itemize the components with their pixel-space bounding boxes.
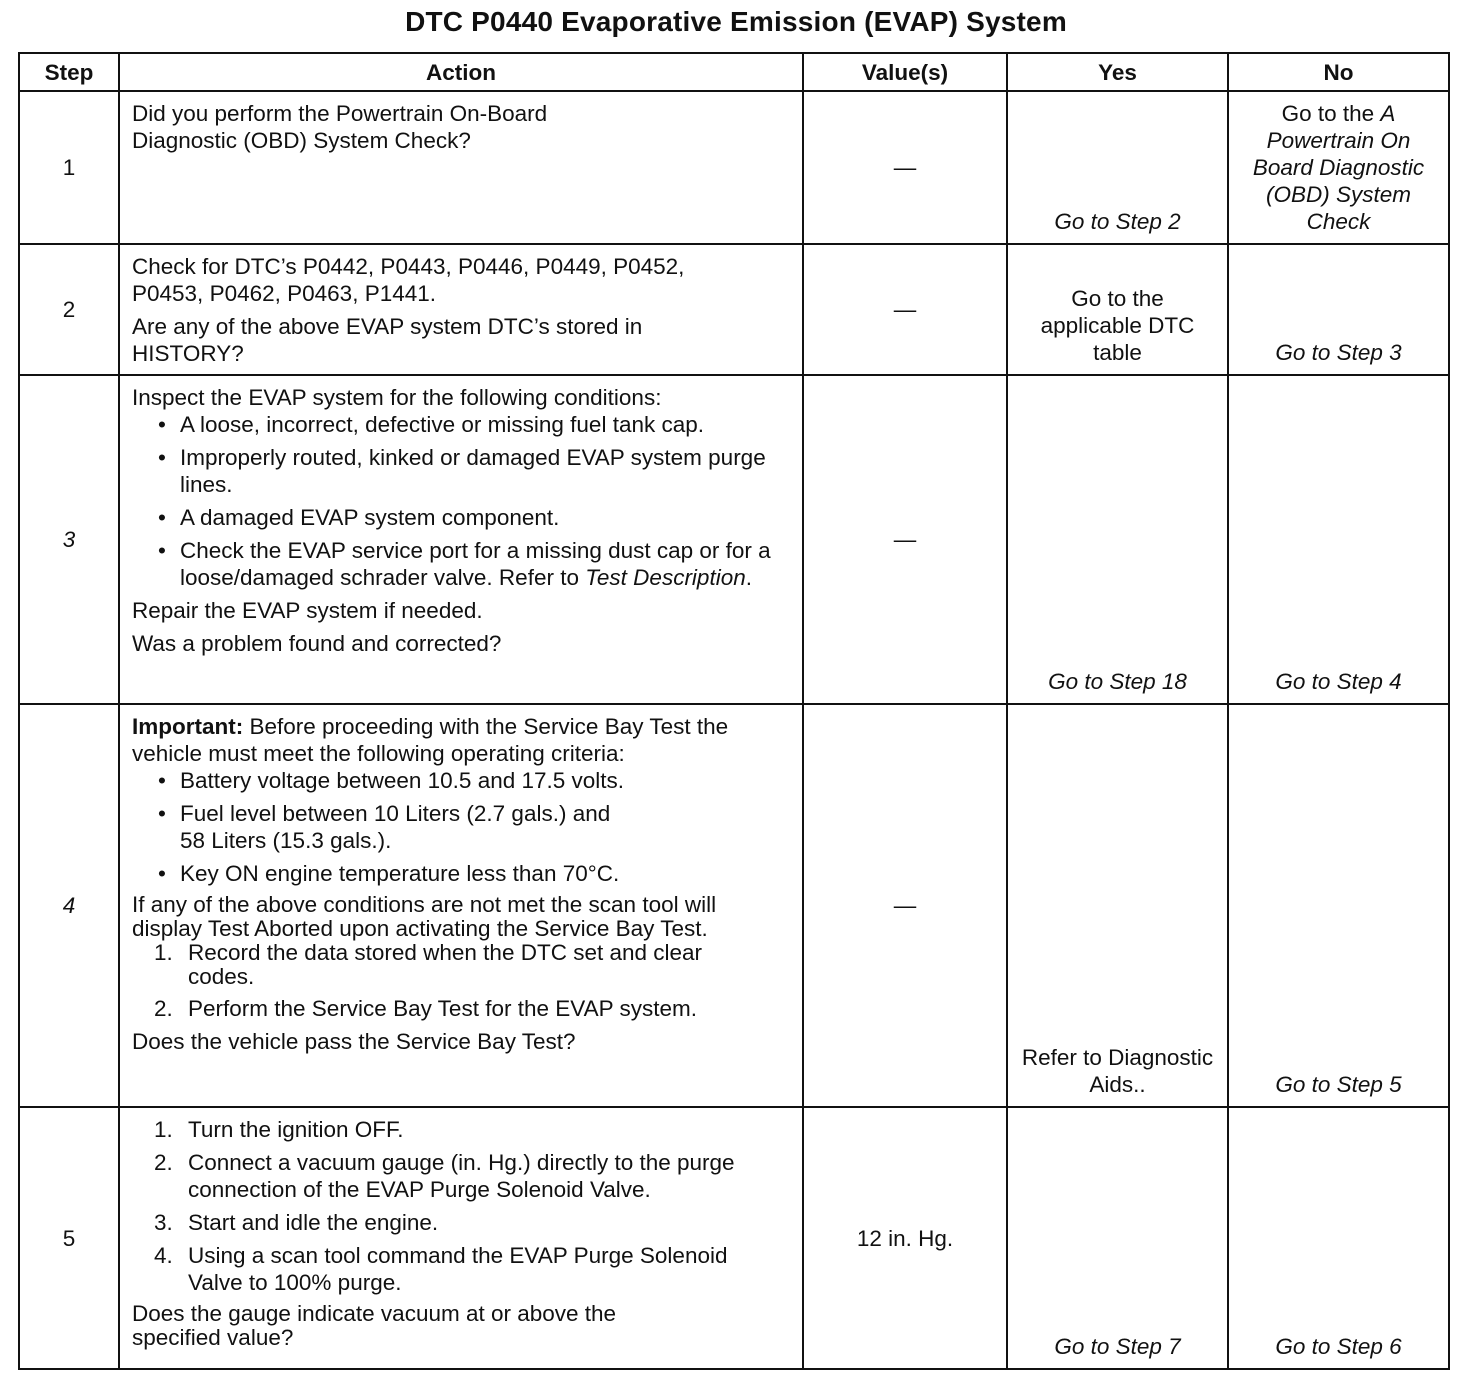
list-number: 1. <box>154 940 173 965</box>
action-question: Does the vehicle pass the Service Bay Test? <box>132 1029 576 1054</box>
table-row <box>19 704 1449 1107</box>
action-cell <box>119 244 803 375</box>
diagnostic-table <box>18 52 1450 1370</box>
step-number: 3 <box>19 375 119 704</box>
list-item-text: Record the data stored when the DTC set and clear codes. <box>188 940 703 989</box>
step-number: 4 <box>19 704 119 1107</box>
condition-list <box>132 411 798 591</box>
yes-cell: Go to Step 18 <box>1007 375 1228 704</box>
test-description-ref: Test Description <box>585 565 746 590</box>
important-note <box>132 713 798 767</box>
list-item <box>154 1116 798 1143</box>
no-cell: Go to Step 5 <box>1228 704 1449 1107</box>
list-number: 2. <box>154 1150 173 1175</box>
header-row <box>19 53 1449 91</box>
list-item <box>154 1149 798 1203</box>
header-step: Step <box>19 53 119 91</box>
list-item: • Improperly routed, kinked or damaged EVAP system purge lines. <box>156 444 798 498</box>
header-yes: Yes <box>1007 53 1228 91</box>
header-values: Value(s) <box>803 53 1007 91</box>
value-cell: — <box>803 704 1007 1107</box>
no-cell <box>1228 91 1449 244</box>
list-item-text: Start and idle the engine. <box>188 1210 439 1235</box>
list-item: • A loose, incorrect, defective or missing fuel tank cap. <box>156 411 798 438</box>
list-number: 3. <box>154 1210 173 1235</box>
header-no: No <box>1228 53 1449 91</box>
action-cell <box>119 704 803 1107</box>
list-number: 2. <box>154 996 173 1021</box>
action-question: Does the gauge indicate vacuum at or above the specified value? <box>132 1301 617 1350</box>
yes-cell <box>1007 244 1228 375</box>
no-cell: Go to Step 3 <box>1228 244 1449 375</box>
no-cell: Go to Step 6 <box>1228 1107 1449 1369</box>
action-text: Check for DTC’s P0442, P0443, P0446, P0449, P0452, P0453, P0462, P0463, P1441. <box>132 254 685 306</box>
list-item <box>154 1242 798 1296</box>
value-cell: — <box>803 91 1007 244</box>
action-cell <box>119 375 803 704</box>
procedure-list <box>132 941 798 1022</box>
document-title: DTC P0440 Evaporative Emission (EVAP) System <box>405 6 1067 37</box>
list-item: • A damaged EVAP system component. <box>156 504 798 531</box>
action-question: Are any of the above EVAP system DTC’s stored in HISTORY? <box>132 314 643 366</box>
list-item-text: Check the EVAP service port for a missing dust cap or for a loose/damaged schrader valve. Refer to <box>180 538 771 590</box>
list-item <box>156 537 798 591</box>
action-question: Was a problem found and corrected? <box>132 631 502 656</box>
criteria-list <box>132 767 798 887</box>
procedure-list <box>132 1116 798 1296</box>
value-cell: — <box>803 244 1007 375</box>
no-text: Go to the <box>1281 101 1381 126</box>
list-item <box>154 995 798 1022</box>
step-number: 5 <box>19 1107 119 1369</box>
step-number: 2 <box>19 244 119 375</box>
list-number: 1. <box>154 1117 173 1142</box>
list-item-text: Connect a vacuum gauge (in. Hg.) directly to the purge connection of the EVAP Purge Solenoid Valve. <box>188 1150 735 1202</box>
yes-cell: Refer to Diagnostic Aids.. <box>1007 704 1228 1107</box>
step-number: 1 <box>19 91 119 244</box>
yes-cell: Go to Step 2 <box>1007 91 1228 244</box>
list-item-end: . <box>745 565 752 590</box>
table-row <box>19 1107 1449 1369</box>
table-row <box>19 91 1449 244</box>
list-number: 4. <box>154 1243 173 1268</box>
header-action: Action <box>119 53 803 91</box>
table-row <box>19 244 1449 375</box>
yes-text: Go to the applicable DTC table <box>1040 286 1195 365</box>
list-item-text: Perform the Service Bay Test for the EVAP system. <box>188 996 697 1021</box>
list-item <box>154 941 798 989</box>
action-text: Repair the EVAP system if needed. <box>132 598 483 623</box>
value-cell: 12 in. Hg. <box>803 1107 1007 1369</box>
action-text: Did you perform the Powertrain On-Board Diagnostic (OBD) System Check? <box>132 101 548 153</box>
table-row <box>19 375 1449 704</box>
no-cell: Go to Step 4 <box>1228 375 1449 704</box>
action-intro: Inspect the EVAP system for the following conditions: <box>132 385 662 410</box>
action-cell <box>119 91 803 244</box>
list-item: • Battery voltage between 10.5 and 17.5 volts. <box>156 767 798 794</box>
action-cell <box>119 1107 803 1369</box>
list-item-text: Turn the ignition OFF. <box>188 1117 404 1142</box>
list-item-text: Using a scan tool command the EVAP Purge Solenoid Valve to 100% purge. <box>188 1243 728 1295</box>
no-reference: A Powertrain On Board Diagnostic (OBD) System Check <box>1252 101 1425 234</box>
yes-cell: Go to Step 7 <box>1007 1107 1228 1369</box>
important-label: Important: <box>132 714 244 739</box>
list-item: • Key ON engine temperature less than 70°C. <box>156 860 798 887</box>
list-item: • Fuel level between 10 Liters (2.7 gals.) and 58 Liters (15.3 gals.). <box>156 800 798 854</box>
action-text: If any of the above conditions are not met the scan tool will display Test Aborted upon activating the Service Bay Test. <box>132 892 717 941</box>
important-text: Before proceeding with the Service Bay Test the vehicle must meet the following operating criteria: <box>132 714 729 766</box>
value-cell: — <box>803 375 1007 704</box>
list-item <box>154 1209 798 1236</box>
